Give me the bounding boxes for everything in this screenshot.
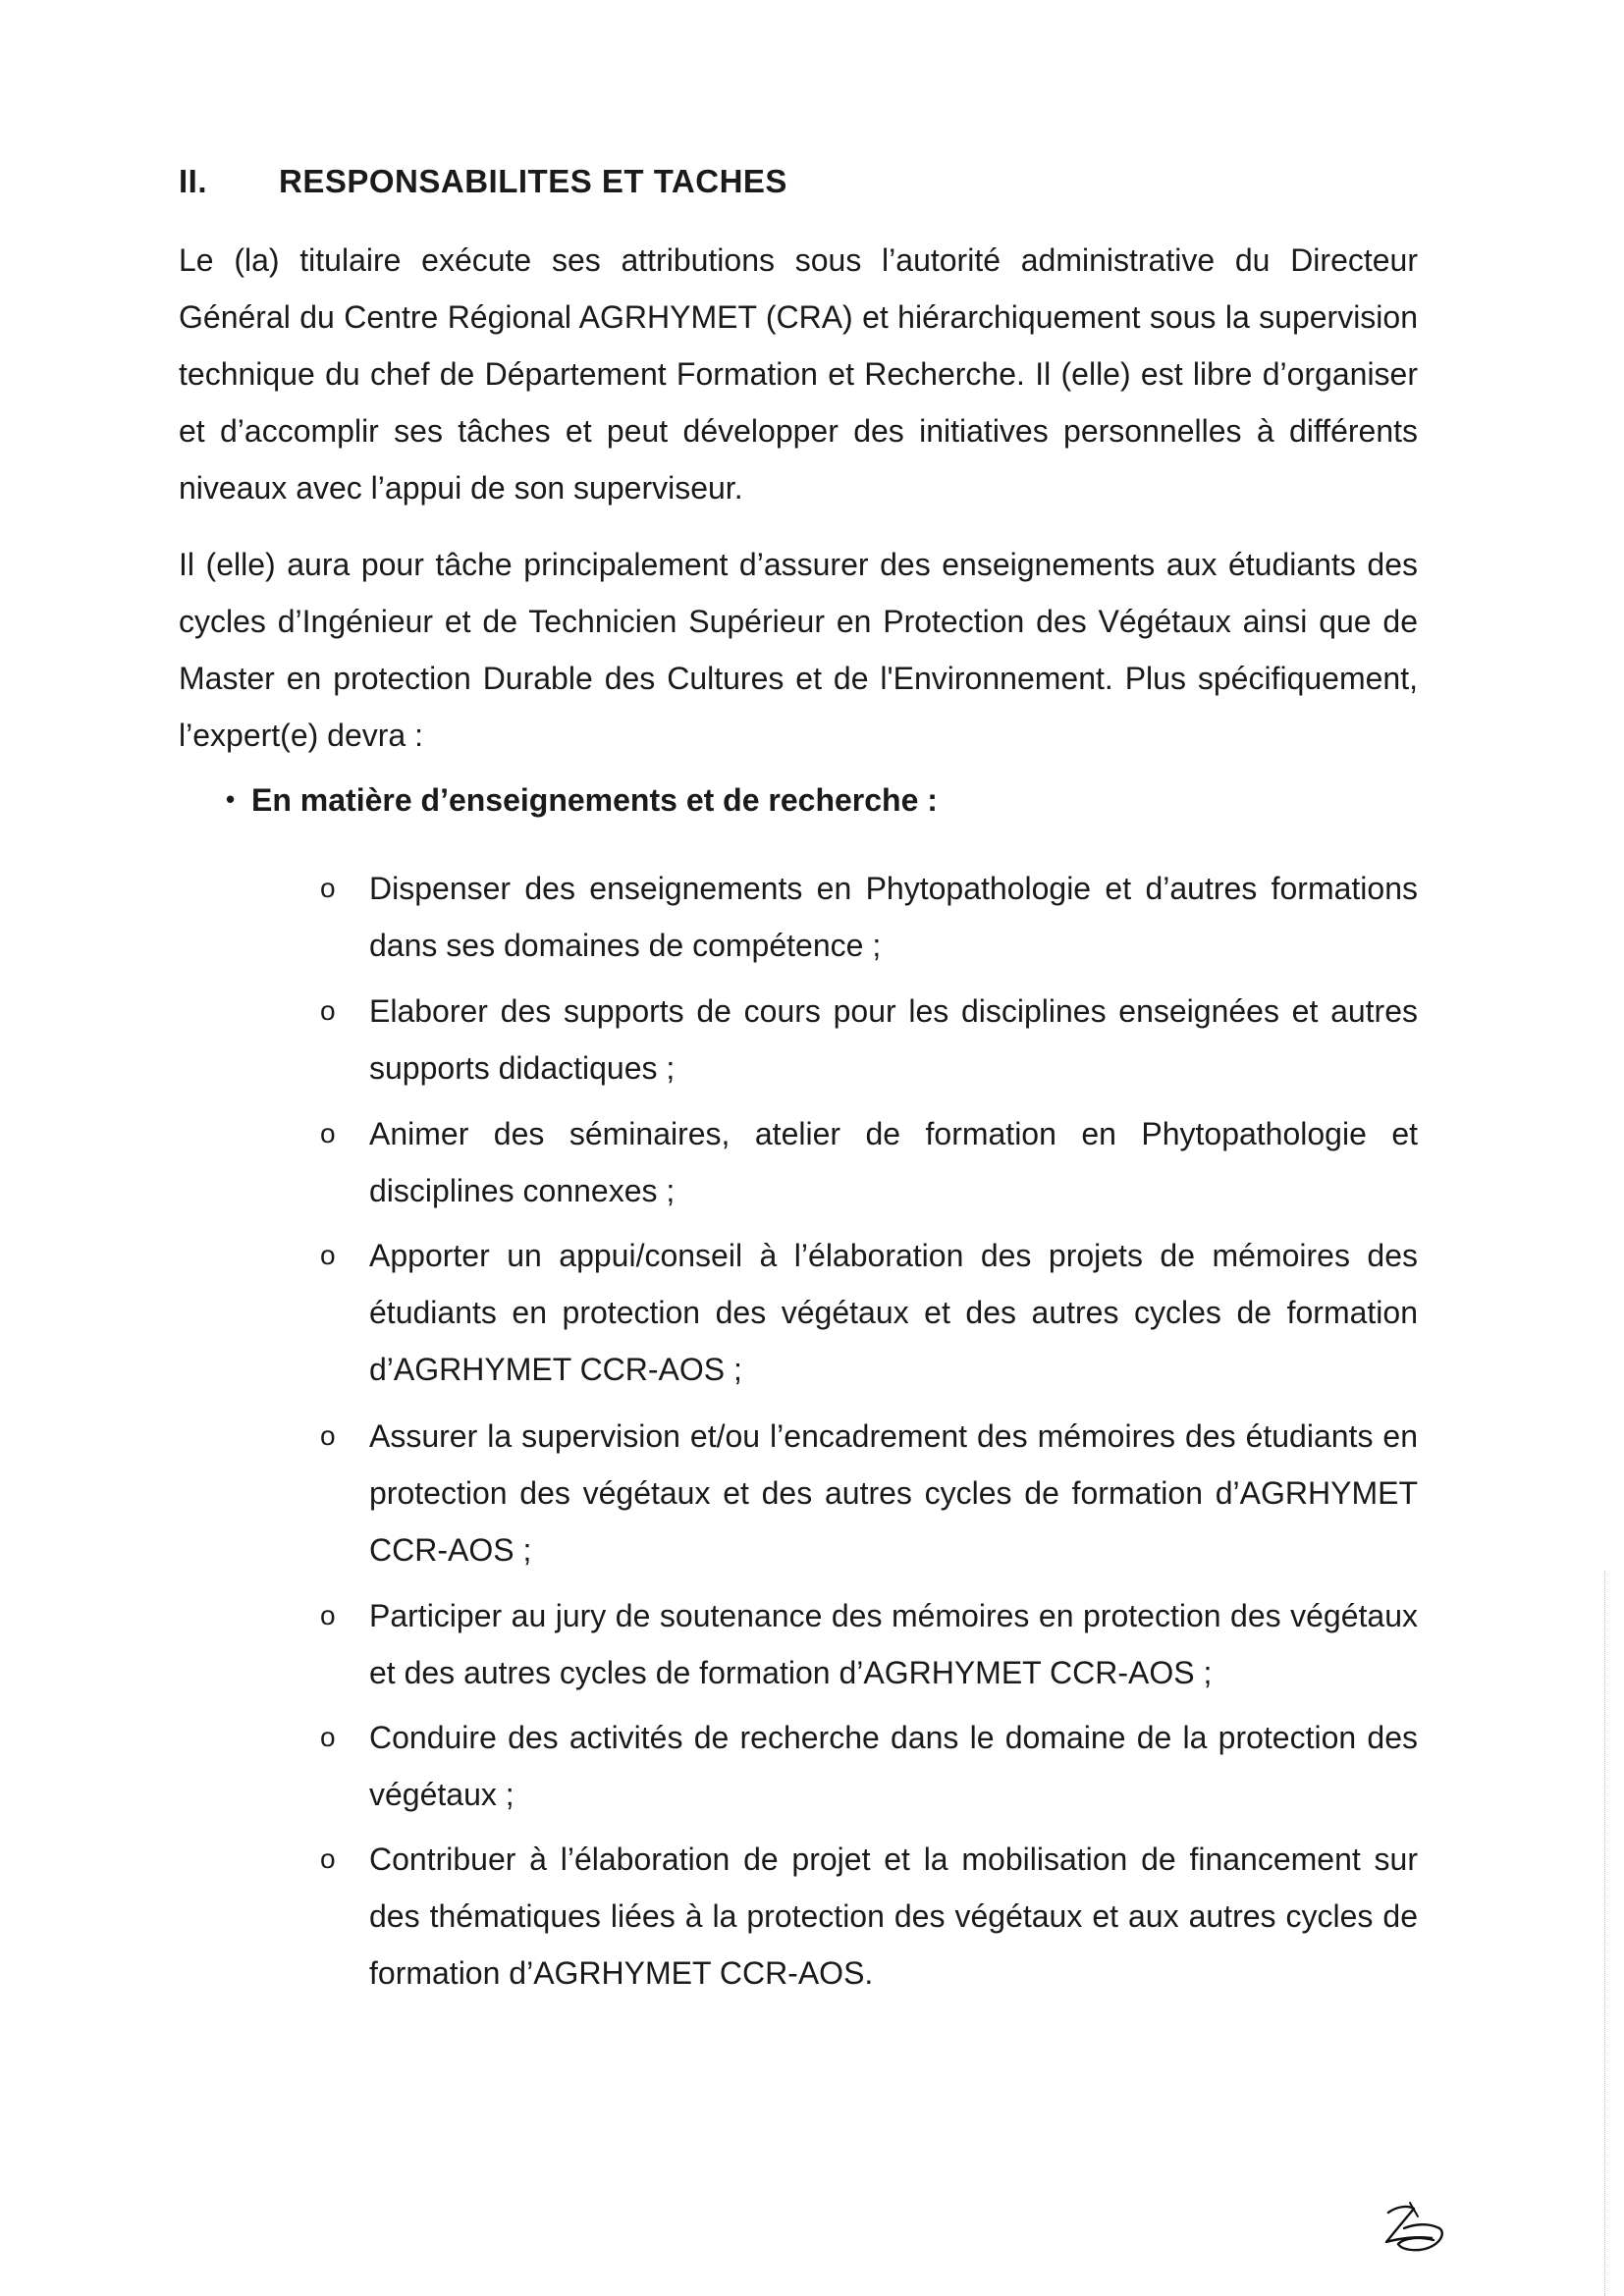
- list-item-text: Apporter un appui/conseil à l’élaboration des projets de mémoires des étudiants en protection des végétaux et des autres cycles de formation d’AGRHYMET CCR-AOS ;: [369, 1238, 1418, 1387]
- bullet-heading: [226, 782, 938, 819]
- list-item-marker: o: [320, 1722, 336, 1752]
- list-item-text: Assurer la supervision et/ou l’encadrement des mémoires des étudiants en protection des végétaux et des autres cycles de formation d’AGRHYMET CCR-AOS ;: [369, 1418, 1418, 1568]
- list-item: [320, 1408, 1418, 1578]
- list-item: [320, 1105, 1418, 1219]
- list-item-marker: o: [320, 1420, 336, 1451]
- list-item: [320, 983, 1418, 1096]
- paragraph-authority: Le (la) titulaire exécute ses attributions sous l’autorité administrative du Directeur Général du Centre Régional AGRHYMET (CRA) et hiérarchiquement sous la supervision technique du chef de Département Formation et Recherche. Il (elle) est libre d’organiser et d’accomplir ses tâches et peut développer des initiatives personnelles à différents niveaux avec l’appui de son superviseur.: [179, 242, 1418, 506]
- list-item-marker: o: [320, 1118, 336, 1148]
- list-item-text: Contribuer à l’élaboration de projet et la mobilisation de financement sur des thématiques liées à la protection des végétaux et aux autres cycles de formation d’AGRHYMET CCR-AOS.: [369, 1842, 1418, 1991]
- section-number: II.: [179, 163, 208, 199]
- list-item-marker: o: [320, 995, 336, 1026]
- list-item-marker: o: [320, 1240, 336, 1270]
- signature-initials: [1375, 2199, 1453, 2268]
- list-item: [320, 1227, 1418, 1398]
- bullet-heading-text: En matière d’enseignements et de recherche :: [251, 782, 938, 818]
- list-item: [320, 1587, 1418, 1701]
- scan-edge-dots: [1604, 1571, 1607, 2296]
- list-item-marker: o: [320, 1600, 336, 1630]
- list-item-text: Conduire des activités de recherche dans le domaine de la protection des végétaux ;: [369, 1720, 1418, 1812]
- list-item: [320, 860, 1418, 974]
- list-item: [320, 1709, 1418, 1823]
- section-heading: [179, 163, 787, 200]
- list-item-text: Participer au jury de soutenance des mémoires en protection des végétaux et des autres cycles de formation d’AGRHYMET CCR-AOS ;: [369, 1598, 1418, 1690]
- paragraph-main-task: Il (elle) aura pour tâche principalement d’assurer des enseignements aux étudiants des cycles d’Ingénieur et de Technicien Supérieur en Protection des Végétaux ainsi que de Master en protection Durable des Cultures et de l'Environnement. Plus spécifiquement, l’expert(e) devra :: [179, 547, 1418, 753]
- list-item-marker: o: [320, 1843, 336, 1874]
- list-item-marker: o: [320, 873, 336, 903]
- list-item-text: Elaborer des supports de cours pour les disciplines enseignées et autres supports didactiques ;: [369, 993, 1418, 1086]
- bullet-marker: •: [226, 784, 236, 814]
- list-item: [320, 1831, 1418, 2002]
- list-item-text: Dispenser des enseignements en Phytopathologie et d’autres formations dans ses domaines de compétence ;: [369, 871, 1418, 963]
- list-item-text: Animer des séminaires, atelier de formation en Phytopathologie et disciplines connexes ;: [369, 1116, 1418, 1208]
- section-title: RESPONSABILITES ET TACHES: [279, 163, 787, 199]
